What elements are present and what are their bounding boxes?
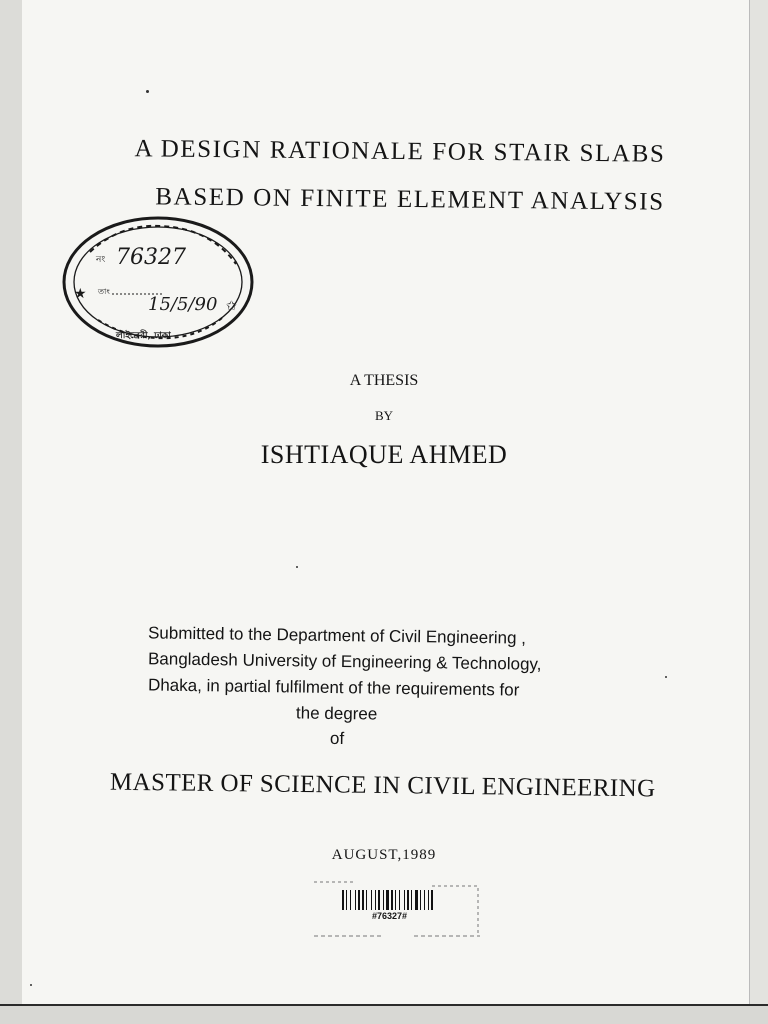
barcode-bar xyxy=(411,890,412,910)
scan-speck xyxy=(296,566,298,568)
library-barcode xyxy=(314,878,480,940)
barcode-bar xyxy=(391,890,393,910)
degree-name: MASTER OF SCIENCE IN CIVIL ENGINEERING xyxy=(109,768,656,803)
barcode-bar xyxy=(358,890,360,910)
svg-text:★: ★ xyxy=(74,286,87,302)
barcode-bar xyxy=(428,890,429,910)
stamp-accession-number: 76327 xyxy=(116,245,186,270)
scan-bottom-edge xyxy=(0,1004,768,1024)
submission-statement-line: the degree xyxy=(295,703,378,724)
barcode-bar xyxy=(362,890,364,910)
svg-text:নং: নং xyxy=(96,255,106,265)
barcode-bar xyxy=(342,890,344,910)
submission-statement-line: Bangladesh University of Engineering & Technology, xyxy=(147,649,542,674)
submission-statement-line: of xyxy=(329,728,345,749)
barcode-bar xyxy=(355,890,356,910)
barcode-bar xyxy=(407,890,409,910)
stamp-date: 15/5/90 xyxy=(148,294,218,315)
barcode-bar xyxy=(424,890,425,910)
barcode-bar xyxy=(383,890,384,910)
author-name: ISHTIAQUE AHMED xyxy=(260,440,508,469)
barcode-bar xyxy=(395,890,396,910)
scan-left-edge xyxy=(0,0,22,1024)
svg-text:✩: ✩ xyxy=(226,299,237,314)
barcode-bar xyxy=(399,890,400,910)
barcode-bar xyxy=(366,890,367,910)
barcode-bar xyxy=(346,890,347,910)
scan-right-edge xyxy=(749,0,768,1024)
scan-speck xyxy=(665,676,667,678)
barcode-bar xyxy=(350,890,351,910)
barcode-bar xyxy=(386,890,389,910)
by-label: BY xyxy=(374,408,394,423)
barcode-bar xyxy=(378,890,380,910)
thesis-title-line-2: BASED ON FINITE ELEMENT ANALYSIS xyxy=(155,183,665,216)
stamp-bottom-text: লাইব্রেরী, ঢাকা xyxy=(116,331,171,341)
barcode-bar xyxy=(420,890,421,910)
barcode-bar xyxy=(431,890,433,910)
barcode-bar xyxy=(371,890,372,910)
scan-speck xyxy=(30,984,32,986)
submission-date: AUGUST,1989 xyxy=(331,847,437,863)
barcode-bar xyxy=(404,890,405,910)
svg-text:তাং: তাং xyxy=(98,287,110,296)
barcode-bar xyxy=(375,890,376,910)
thesis-label: A THESIS xyxy=(349,372,419,389)
thesis-title-line-1: A DESIGN RATIONALE FOR STAIR SLABS xyxy=(134,135,666,168)
barcode-number: #76327# xyxy=(372,911,408,921)
submission-statement-line: Submitted to the Department of Civil Engineering , xyxy=(147,623,527,648)
submission-statement-line: Dhaka, in partial fulfilment of the requirements for xyxy=(147,675,520,700)
library-stamp xyxy=(60,212,256,352)
barcode-bar xyxy=(415,890,418,910)
scan-speck xyxy=(146,90,149,93)
